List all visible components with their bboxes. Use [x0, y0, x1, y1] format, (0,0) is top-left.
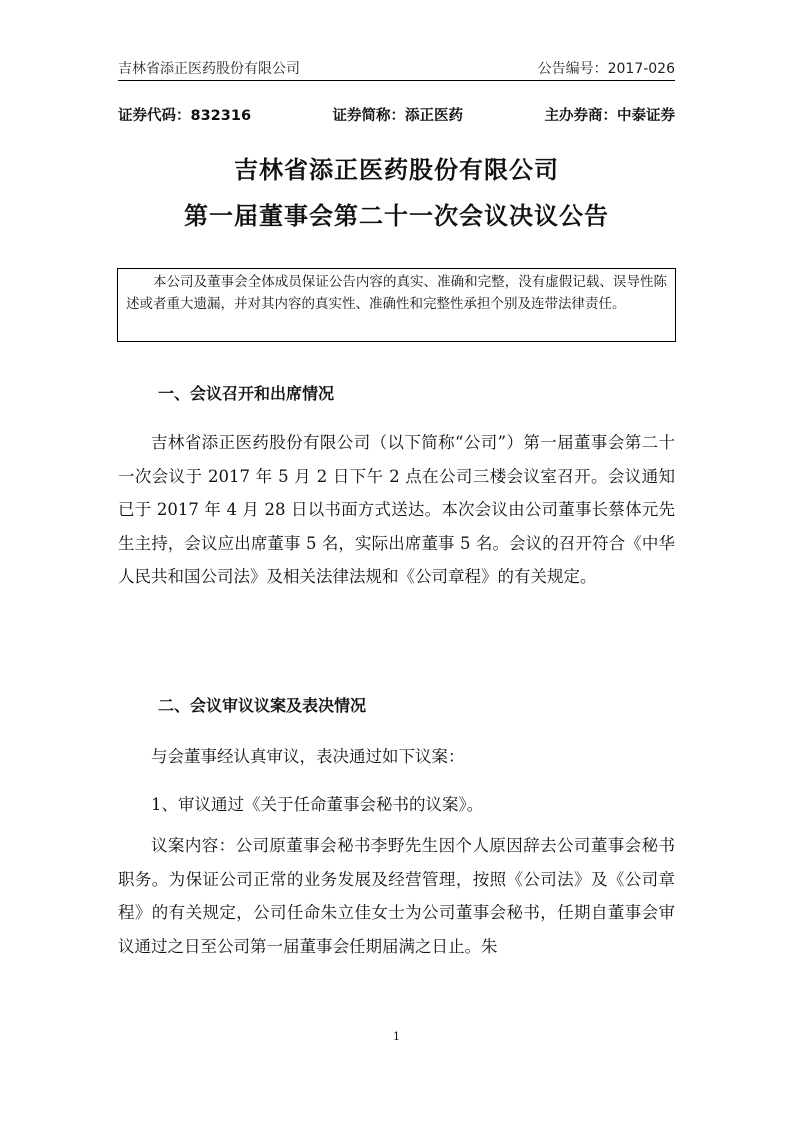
- page-number: 1: [393, 1030, 400, 1043]
- paragraph-voting-intro: 与会董事经认真审议，表决通过如下议案：: [151, 747, 465, 766]
- paragraph-resolution-1-content: 议案内容：公司原董事会秘书李野先生因个人原因辞去公司董事会秘书职务。为保证公司正常的业务发展及经营管理，按照《公司法》及《公司章程》的有关规定，公司任命朱立佳女士为公司董事会秘书，任期自董事会审议通过之日至公司第一届董事会任期届满之日止。朱: [118, 836, 675, 956]
- header-company: 吉林省添正医药股份有限公司: [118, 61, 300, 77]
- disclaimer-box: 本公司及董事会全体成员保证公告内容的真实、准确和完整，没有虚假记载、误导性陈述或者重大遗漏，并对其内容的真实性、准确性和完整性承担个别及连带法律责任。: [117, 268, 676, 342]
- paragraph-resolution-1: 1、审议通过《关于任命董事会秘书的议案》。: [151, 795, 484, 814]
- header-notice-number: 公告编号：2017-026: [537, 61, 675, 77]
- section-heading-attendance: 一、会议召开和出席情况: [158, 384, 335, 403]
- paragraph-meeting-details: 吉林省添正医药股份有限公司（以下简称“公司”）第一届董事会第二十一次会议于 2017 年 5 月 2 日下午 2 点在公司三楼会议室召开。会议通知已于 2017 年 4 月 28 日以书面方式送达。本次会议由公司董事长蔡体元先生主持，会议应出席董事 5 名，实际出席董事 5 名。会议的召开符合《中华人民共和国公司法》及相关法律法规和《公司章程》的有关规定。: [118, 433, 675, 586]
- security-info-line: [118, 104, 675, 125]
- security-code: 证券代码：832316: [118, 108, 252, 124]
- document-title-line1: 吉林省添正医药股份有限公司: [234, 156, 559, 184]
- section-heading-resolutions: 二、会议审议议案及表决情况: [158, 696, 367, 715]
- security-short-name: 证券简称：添正医药: [332, 108, 464, 124]
- sponsor-broker: 主办券商：中泰证券: [544, 108, 675, 124]
- document-title-line2: 第一届董事会第二十一次会议决议公告: [184, 202, 609, 230]
- running-header: [118, 56, 675, 81]
